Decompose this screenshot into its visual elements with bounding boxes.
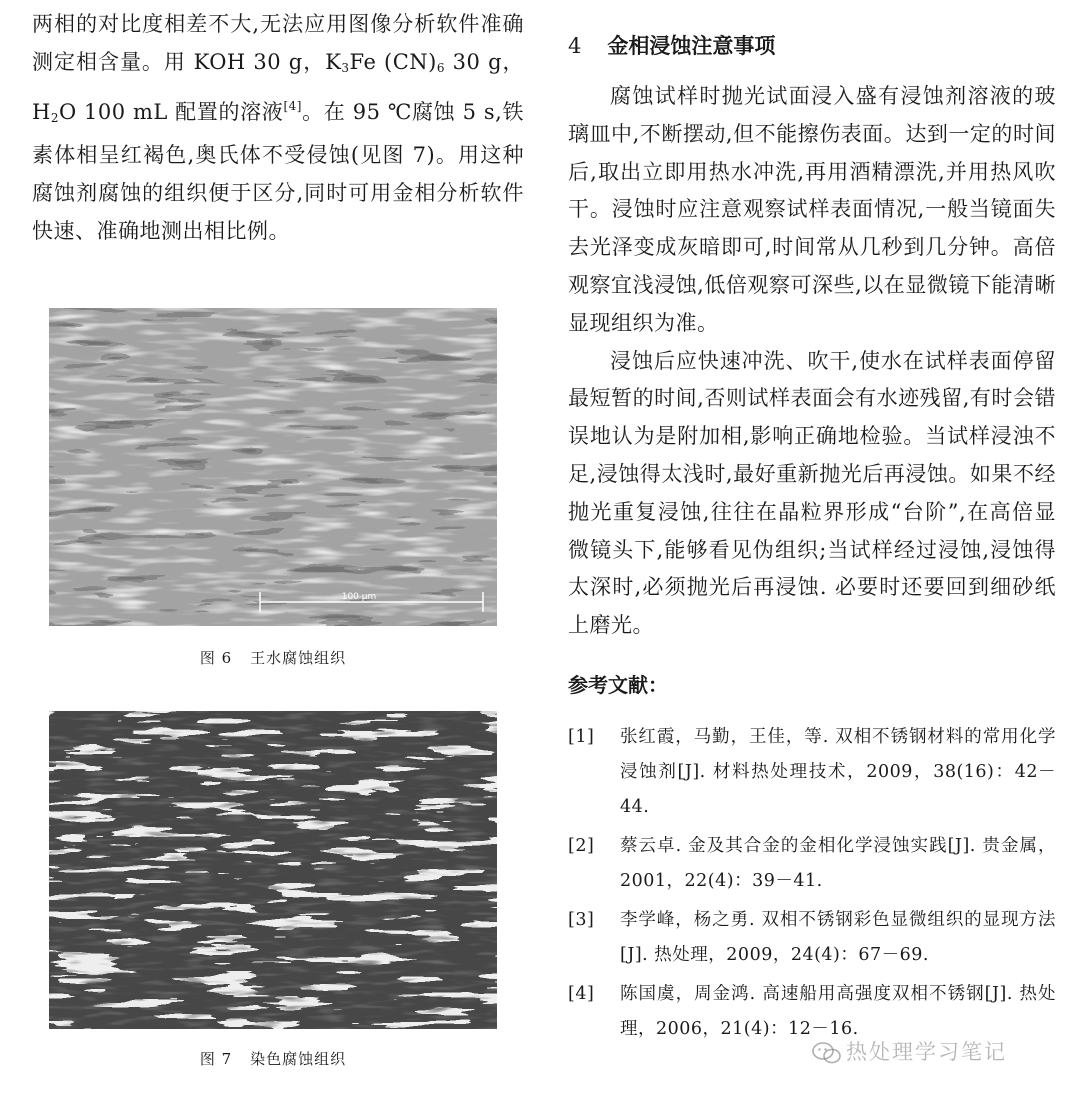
wechat-icon xyxy=(812,1041,842,1065)
micrograph-aqua-regia xyxy=(49,308,497,626)
section-title: 金相浸蚀注意事项 xyxy=(607,34,776,58)
reference-item: [1] 张红霞，马勤，王佳，等. 双相不锈钢材料的常用化学浸蚀剂[J]. 材料热处理技术，2009，38(16)：42－44. xyxy=(568,726,1056,817)
section-heading xyxy=(568,28,1056,64)
citation: [4] xyxy=(283,98,302,113)
right-column xyxy=(568,28,1056,1047)
reference-item: [2] 蔡云卓. 金及其合金的金相化学浸蚀实践[J]. 贵金属，2001，22(4)：39－41. xyxy=(568,835,1056,891)
figure-7-caption: 图 7 染色腐蚀组织 xyxy=(199,1050,347,1068)
section-number: 4 xyxy=(568,34,582,58)
figure-6-micrograph xyxy=(49,308,497,626)
body-paragraph: 浸蚀后应快速冲洗、吹干,使水在试样表面停留最短暂的时间,否则试样表面会有水迹残留,有时会错误地认为是附加相,影响正确地检验。当试样浸浊不足,浸蚀得太浅时,最好重新抛光后再浸蚀。如果不经抛光重复浸蚀,往往在晶粒界形成“台阶”,在高倍显微镜头下,能够看见伪组织;当试样经过浸蚀,浸蚀得太深时,必须抛光后再浸蚀. 必要时还要回到细砂纸上磨光。 xyxy=(568,348,1056,638)
body-paragraph: 腐蚀试样时抛光试面浸入盛有浸蚀剂溶液的玻璃皿中,不断摆动,但不能擦伤表面。达到一定的时间后,取出立即用热水冲洗,再用酒精漂洗,并用热风吹干。浸蚀时应注意观察试样表面情况,一般当镜面失去光泽变成灰暗即可,时间常从几秒到几分钟。高倍观察宜浅浸蚀,低倍观察可深些,以在显微镜下能清晰显现组织为准。 xyxy=(568,84,1056,335)
reference-item: [3] 李学峰，杨之勇. 双相不锈钢彩色显微组织的显现方法[J]. 热处理，2009，24(4)：67－69. xyxy=(568,909,1056,965)
left-column xyxy=(32,6,524,251)
intro-paragraph: 两相的对比度相差不大,无法应用图像分析软件准确测定相含量。用 KOH 30 g，$K_3Fe$ $(CN)_6$ 30 g，$H_2O$ 100 mL 配置的溶液[4]。在 95 ℃腐蚀 5 s,铁素体相呈红褐色,奥氏体不受侵蚀(见图 7)。用这种腐蚀剂腐蚀的组织便于区分,同时可用金相分析软件快速、准确地测出相比例。 xyxy=(32,12,524,243)
figure-7-micrograph xyxy=(49,711,497,1029)
micrograph-color-etch xyxy=(49,711,497,1029)
scale-label: 100 μm xyxy=(341,592,377,602)
reference-item: [4] 陈国虞，周金鸿. 高速船用高强度双相不锈钢[J]. 热处理，2006，21(4)：12－16. xyxy=(568,983,1056,1039)
watermark: 热处理学习笔记 xyxy=(812,1036,1007,1066)
figure-6-caption: 图 6 王水腐蚀组织 xyxy=(199,649,347,667)
references-title: 参考文献： xyxy=(568,672,668,697)
